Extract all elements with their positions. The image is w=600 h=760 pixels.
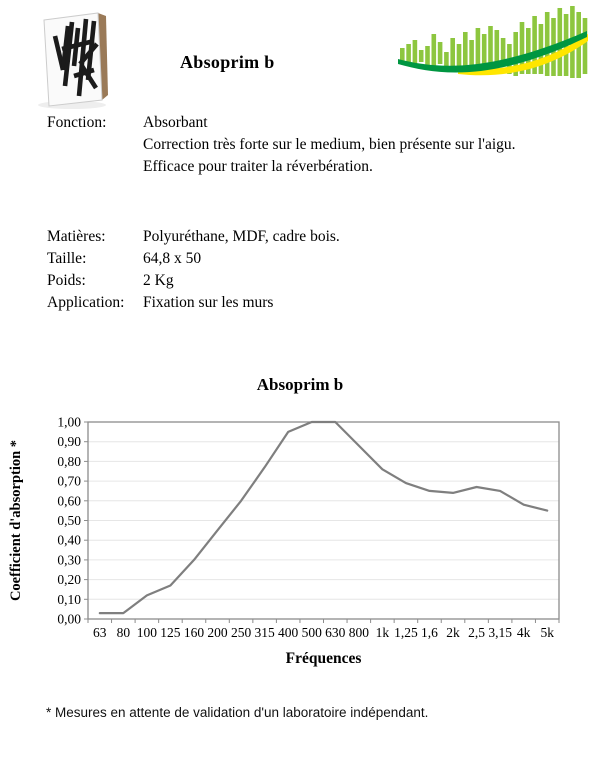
x-tick-label: 630 xyxy=(325,625,346,640)
y-axis-title: Coefficient d'absorption * xyxy=(8,439,24,602)
fonction-line: Correction très forte sur le medium, bien présente sur l'aigu. xyxy=(143,136,516,153)
x-tick-label: 125 xyxy=(160,625,181,640)
x-tick-label: 63 xyxy=(93,625,107,640)
x-tick-label: 4k xyxy=(516,625,531,640)
y-tick-label: 0,60 xyxy=(57,493,81,509)
equalizer-bar xyxy=(432,34,437,68)
y-tick-label: 0,30 xyxy=(57,552,81,568)
x-tick-label: 80 xyxy=(116,625,131,640)
equalizer-bar xyxy=(413,40,418,66)
spec-value: Polyuréthane, MDF, cadre bois. xyxy=(143,228,340,245)
product-photo-panel xyxy=(28,6,118,110)
x-axis-title: Fréquences xyxy=(285,650,362,667)
equalizer-bar xyxy=(450,38,455,68)
fonction-row xyxy=(47,112,587,178)
y-tick-label: 0,70 xyxy=(57,473,81,489)
y-tick-label: 0,80 xyxy=(57,453,81,469)
x-tick-label: 1,6 xyxy=(421,625,438,640)
x-tick-label: 5k xyxy=(540,625,554,640)
equalizer-graphic xyxy=(398,4,590,88)
spec-label: Application: xyxy=(47,294,125,311)
spec-label: Taille: xyxy=(47,250,87,267)
specs-block xyxy=(47,226,587,314)
equalizer-bar xyxy=(444,52,449,68)
x-tick-label: 100 xyxy=(136,625,157,640)
fonction-line: Absorbant xyxy=(143,114,208,131)
x-tick-label: 400 xyxy=(278,625,299,640)
equalizer-bar xyxy=(476,28,481,68)
x-tick-label: 800 xyxy=(348,625,369,640)
chart-title: Absoprim b xyxy=(256,375,344,394)
spec-row-poids xyxy=(47,270,587,292)
y-tick-label: 0,10 xyxy=(57,591,81,607)
spec-label: Poids: xyxy=(47,272,86,289)
absorption-curve xyxy=(100,422,547,613)
x-tick-label: 1,25 xyxy=(394,625,418,640)
fonction-line: Efficace pour traiter la réverbération. xyxy=(143,158,373,175)
x-tick-label: 2k xyxy=(446,625,460,640)
x-tick-label: 500 xyxy=(301,625,322,640)
equalizer-bar xyxy=(419,50,424,62)
y-tick-label: 0,00 xyxy=(57,611,81,627)
fonction-value xyxy=(143,112,587,178)
page-title: Absoprim b xyxy=(180,52,275,72)
spec-label: Matières: xyxy=(47,228,106,245)
absorption-chart xyxy=(0,395,600,645)
spec-row-taille xyxy=(47,248,587,270)
y-tick-label: 0,90 xyxy=(57,434,81,450)
x-tick-label: 250 xyxy=(230,625,252,640)
equalizer-bar xyxy=(545,12,550,76)
equalizer-bar xyxy=(457,44,462,68)
x-tick-label: 160 xyxy=(183,625,205,640)
spec-value: 2 Kg xyxy=(143,272,174,289)
y-tick-label: 0,40 xyxy=(57,532,81,548)
spec-row-matieres xyxy=(47,226,587,248)
x-tick-label: 2,5 xyxy=(468,625,486,640)
x-tick-label: 3,15 xyxy=(488,625,512,640)
y-tick-label: 0,20 xyxy=(57,572,81,588)
spec-value: 64,8 x 50 xyxy=(143,250,202,267)
footnote: * Mesures en attente de validation d'un laboratoire indépendant. xyxy=(46,705,429,720)
equalizer-bar xyxy=(425,46,430,66)
equalizer-bar xyxy=(438,42,443,64)
spec-row-application xyxy=(47,292,587,314)
x-tick-label: 200 xyxy=(207,625,228,640)
fonction-label: Fonction: xyxy=(47,114,107,131)
spec-value: Fixation sur les murs xyxy=(143,294,274,311)
equalizer-bar xyxy=(463,32,468,70)
x-tick-label: 315 xyxy=(254,625,275,640)
y-tick-label: 0,50 xyxy=(57,513,81,528)
y-tick-label: 1,00 xyxy=(57,414,81,430)
x-tick-label: 1k xyxy=(375,625,390,640)
equalizer-bar xyxy=(469,40,474,66)
equalizer-bar xyxy=(583,18,588,74)
